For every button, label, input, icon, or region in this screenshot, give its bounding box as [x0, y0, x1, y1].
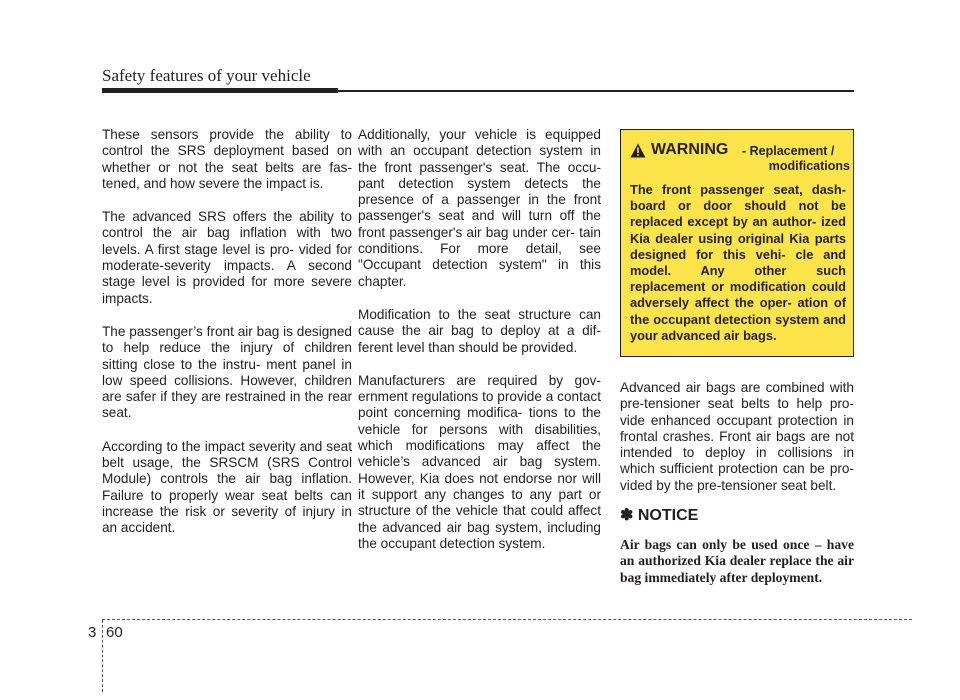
warning-subtitle: - Replacement /	[742, 144, 835, 158]
warning-title: WARNING	[651, 141, 729, 158]
warning-box	[620, 129, 854, 357]
column-1	[102, 127, 352, 554]
warning-text: The front passenger seat, dash- board or door should not be replaced except by an author- ized Kia dealer using original Kia parts designed for this vehi- cle and model. Any other such replacement or modification could adversely affect the oper- ation of the occupant detection system and your advanced air bags.	[630, 182, 846, 343]
paragraph: The passenger’s front air bag is designed to help reduce the injury of children sitting close to the instru- ment panel in low speed collisions. However, children are safer if they are restrained in the rear seat.	[102, 323, 352, 421]
paragraph: Additionally, your vehicle is equipped with an occupant detection system in the front passenger's seat. The occu- pant detection system detects the presence of a passenger in the front passenger's seat and will turn off the front passenger's air bag under cer- tain conditions. For more detail, see "Occupant detection system" in this chapter.	[358, 127, 601, 289]
paragraph: Advanced air bags are combined with pre-tensioner seat belts to help pro- vide enhanced occupant protection in frontal crashes. Front air bags are not intended to deploy in collisions in which sufficient protection can be pro- vided by the pre-tensioner seat belt.	[620, 380, 854, 493]
warning-subtitle-line2: modifications	[768, 159, 850, 173]
chapter-number: 3	[88, 624, 97, 641]
paragraph: Modification to the seat structure can cause the air bag to deploy at a dif- ferent level than should be provided.	[358, 306, 601, 355]
notice-heading	[620, 505, 698, 525]
warning-triangle-icon	[630, 143, 646, 158]
footer-vertical-rule	[102, 620, 103, 692]
page-number: 60	[106, 624, 123, 641]
paragraph: Manufacturers are required by gov- ernment regulations to provide a contact point concerning modifica- tions to the vehicle for persons with disabilities, which modifications may affect the vehicle’s advanced air bag system. However, Kia does not endorse nor will it support any changes to any part or structure of the vehicle that could affect the advanced air bag system, including the occupant detection system.	[358, 372, 601, 551]
header-rule-thick	[102, 88, 338, 93]
header-rule-thin	[338, 90, 854, 92]
paragraph: According to the impact severity and seat belt usage, the SRSCM (SRS Control Module) controls the air bag inflation. Failure to properly wear seat belts can increase the risk or severity of injury in an accident.	[102, 438, 352, 536]
footer-rule	[102, 619, 912, 620]
column-3	[620, 380, 854, 511]
notice-text: Air bags can only be used once – have an authorized Kia dealer replace the air bag immediately after deployment.	[620, 537, 854, 585]
notice-symbol-icon: ✽	[620, 507, 634, 524]
column-2	[358, 127, 601, 569]
notice-title: NOTICE	[637, 507, 699, 524]
paragraph: These sensors provide the ability to control the SRS deployment based on whether or not the seat belts are fas- tened, and how severe the impact is.	[102, 127, 352, 191]
paragraph: The advanced SRS offers the ability to control the air bag inflation with two levels. A first stage level is pro- vided for moderate-severity impacts. A second stage level is provided for more severe impacts.	[102, 209, 352, 306]
page-header-title: Safety features of your vehicle	[102, 66, 311, 85]
